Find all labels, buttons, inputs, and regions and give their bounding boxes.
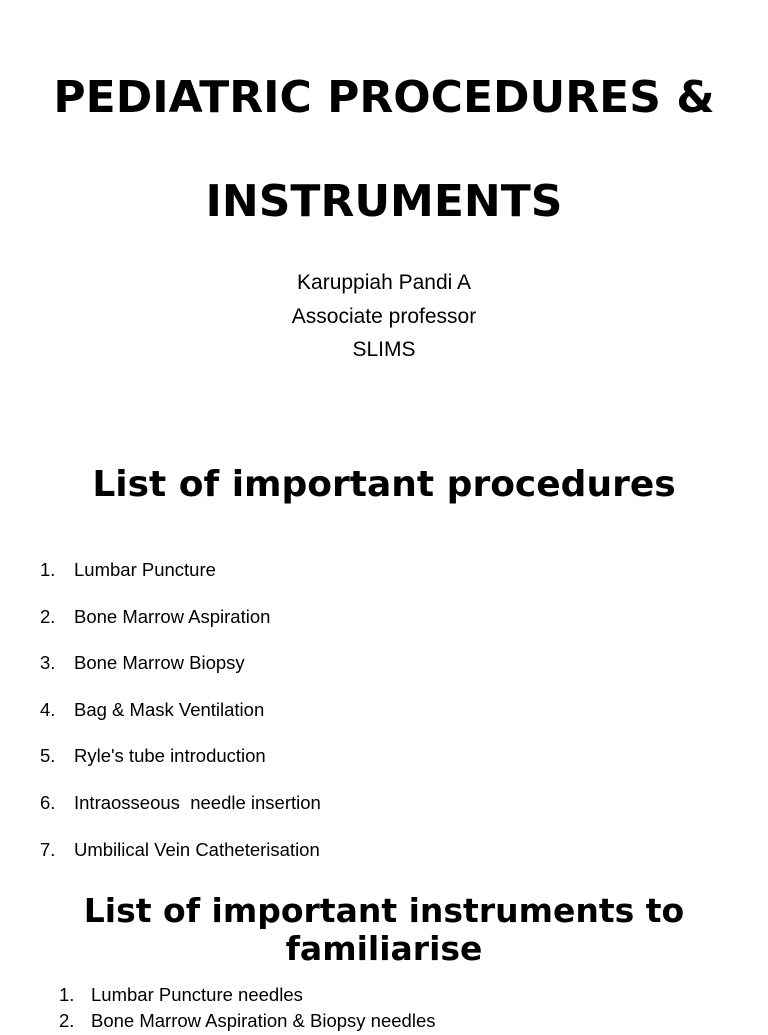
author-institution: SLIMS <box>352 338 416 361</box>
page-title-line-1: PEDIATRIC PROCEDURES & <box>53 72 715 123</box>
list-item-number: 4. <box>40 698 56 720</box>
author-name: Karuppiah Pandi A <box>297 271 471 294</box>
author-block <box>0 266 768 367</box>
list-item-number: 7. <box>40 838 56 860</box>
list-item-number: 1. <box>40 559 56 580</box>
list-item <box>40 698 740 745</box>
instruments-heading: List of important instruments to familiarise <box>83 891 685 968</box>
list-item-text: Bone Marrow Aspiration <box>74 605 271 627</box>
list-item <box>40 791 740 838</box>
list-item-text: Umbilical Vein Catheterisation <box>74 838 320 860</box>
list-item-text: Bone Marrow Biopsy <box>74 652 245 674</box>
list-item <box>59 983 739 1009</box>
list-item-text: Bag & Mask Ventilation <box>74 698 265 720</box>
list-item-number: 2. <box>59 1010 75 1031</box>
procedures-list <box>40 558 740 884</box>
list-item <box>40 744 740 791</box>
list-item-text: Ryle's tube introduction <box>74 745 266 767</box>
list-item-text: Bone Marrow Aspiration & Biopsy needles <box>91 1010 436 1031</box>
page-title-line-2: INSTRUMENTS <box>205 176 563 227</box>
list-item <box>40 605 740 652</box>
list-item <box>59 1009 739 1035</box>
list-item-number: 1. <box>59 984 75 1005</box>
list-item-text: Intraosseous needle insertion <box>74 791 321 813</box>
list-item-text: Lumbar Puncture needles <box>91 984 303 1005</box>
list-item <box>40 558 740 605</box>
list-item-number: 3. <box>40 652 56 674</box>
author-role: Associate professor <box>291 304 477 328</box>
list-item <box>40 651 740 698</box>
list-item-number: 2. <box>40 605 56 627</box>
list-item-text: Lumbar Puncture <box>74 559 216 580</box>
list-item-number: 5. <box>40 745 56 767</box>
procedures-heading: List of important procedures <box>92 464 676 505</box>
list-item <box>40 838 740 885</box>
list-item-number: 6. <box>40 791 56 813</box>
instruments-list <box>59 983 739 1035</box>
